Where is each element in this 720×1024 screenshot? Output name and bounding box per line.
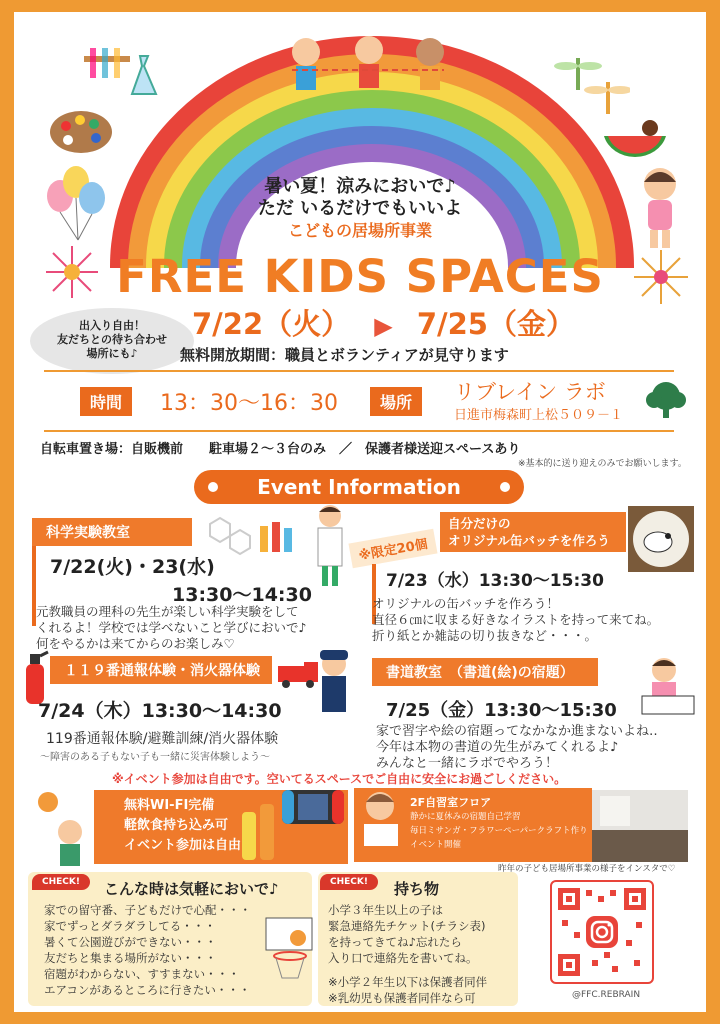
study-floor-title: 2F自習室フロア [410,796,492,809]
dragonfly-icon [550,50,630,124]
check-tag: CHECK! [32,874,90,890]
fire-date: 7/24（木）13:30〜14:30 [38,700,282,722]
divider [44,430,674,432]
page-title: FREE KIDS SPACES [116,250,604,303]
date-end: 7/25（金） [416,307,575,341]
time-label: 時間 [80,387,132,416]
period-note: 無料開放期間：職員とボランティアが見守ります [180,346,509,364]
shodo-event-label: 書道教室 （書道(絵)の宿題） [372,658,598,686]
insta-handle[interactable]: @FFC.REBRAIN [572,990,641,1000]
event-info-header: Event Information [194,470,524,504]
game-console-icon [280,782,346,836]
instagram-qr-code[interactable] [550,880,654,984]
scientist-illustration [310,502,350,592]
check1-title: こんな時は気軽においで♪ [104,880,279,898]
date-start: 7/22（火） [192,307,351,341]
room-photo [592,790,688,862]
tree-logo-icon [644,380,688,424]
access-note: ※基本的に送り迎えのみでお願いします。 [518,459,687,469]
fire-desc: 119番通報体験/避難訓練/消火器体験 [46,731,279,747]
poster: 暑い夏！涼みにおいで♪ ただ いるだけでもいいよ こどもの居場所事業 FREE KIDS SPACES 7/22（火） ▶ 7/25（金） 出入り自由！ 友だちとの待ち合わせ 場所にも♪ 無料開放期間：職員とボランティアが見守ります 時間 13：30〜16：30 場所 リブレイン ラボ 日進市梅森町上松５０９－１ 自転車置き場：自販機前 駐車場２〜３台のみ ／ 保護者様送迎スペースあり ※基本的に送り迎えのみでお願いします。 Event Information 科学実験教室 7/22(火)・23(水) 13:30〜14:30 元教職員の理科の先生が楽しい科学実験をして くれるよ！学校では学べないこと学びにおいで♪ 何をやるかは来てからのお楽しみ♡ ※限定20個 自分だけの オリジナル缶バッチを作ろう 7/23（水）13:30〜15:30 オリジナルの缶バッチを作ろう！ 直径６㎝に収まる好きなイラストを持って来てね。 折り紙とか雑誌の切り抜きなど・・・。 １１９番通報体験・消火器体験 7/24（木）13:30〜14:30 119番通報体験/避難訓練/消火器体験 〜障害のある子もない子も一緒に災害体験しよう〜 書道教室 （書道(絵)の宿題） 7/25（金）13:30〜15:30 家で習字や絵の宿題ってなかなか進まないよね‥ 今年は本物の書道の先生がみてくれるよ♪ みんなと一緒にラボでやろう！ ※イベント参加は自由です。空いてるスペースでご自由に安全にお過ごしください。 無料WI-FI完備 軽飲食持ち込み可 イベント参加は自由 2F自習室フロア 静かに夏休みの宿題自己学習 毎日ミサンガ・フラワーペーパークラフト作り イベント開催 CHECK! こんな時は気軽においで♪ 家での留守番、子どもだけで心配・・・ 家でずっとダラダラしてる・・・ 暑くて公園遊びができない・・・ 友だちと集まる場所がない・・・ 宿題がわからない、すすまない・・・ エアコンがあるところに行きたい・・・ CHECK! 持ち物 小学３年生以上の子は 緊急連絡先チケット(チラシ表) を持ってきてね♪忘れたら 入り口で連絡先を書いてね。 ※小学２年生以下は保護者同伴 ※乳幼児も保護者同伴なら可 昨年の子ども居場所事業の様子をインスタで♡ @FFC.REBRAIN [14,12,706,1012]
place-address: 日進市梅森町上松５０９－１ [454,408,624,423]
place-label: 場所 [370,387,422,416]
badge-date: 7/23（水）13:30〜15:30 [386,571,604,591]
insta-caption: 昨年の子ども居場所事業の様子をインスタで♡ [498,864,676,874]
palette-icon [48,108,114,160]
molecule-icon [200,516,310,560]
kids-illustration [284,30,454,104]
tagline-2: ただ いるだけでもいいよ [257,198,463,219]
science-time: 13:30〜14:30 [172,584,312,606]
check2-title: 持ち物 [394,880,440,898]
science-date: 7/22(火)・23(水) [50,556,215,578]
access-info: 自転車置き場：自販機前 駐車場２〜３台のみ ／ 保護者様送迎スペースあり [40,442,521,457]
test-tube-icon [82,46,162,106]
science-event-label: 科学実験教室 [32,518,192,546]
basketball-hoop-icon [260,916,318,1000]
drinks-icon [238,798,278,868]
free-notice: ※イベント参加は自由です。空いてるスペースでご自由に安全にお過ごしください。 [112,772,567,786]
check-tag: CHECK! [320,874,378,890]
speech-bubble: 出入り自由！ 友だちとの待ち合わせ 場所にも♪ [30,308,194,374]
firefighter-illustration [312,644,356,728]
tagline-1: 暑い夏！涼みにおいで♪ [264,176,456,197]
fire-event-label: １１９番通報体験・消火器体験 [50,656,272,684]
divider [44,370,674,372]
fire-note: 〜障害のある子もない子も一緒に災害体験しよう〜 [40,752,270,763]
arrow-icon: ▶ [374,312,393,340]
calligraphy-illustration [634,652,698,722]
time-value: 13：30〜16：30 [160,391,338,416]
shodo-date: 7/25（金）13:30〜15:30 [386,700,617,721]
can-badge-photo [628,506,694,576]
studying-girl-illustration [356,784,406,858]
place-name: リブレイン ラボ [454,380,606,404]
limited-badge: ※限定20個 [348,529,437,569]
subtitle: こどもの居場所事業 [287,221,432,240]
badge-event-label: 自分だけの オリジナル缶バッチを作ろう [440,512,626,552]
facilities-panel: 無料WI-FI完備 軽飲食持ち込み可 イベント参加は自由 [94,790,348,864]
